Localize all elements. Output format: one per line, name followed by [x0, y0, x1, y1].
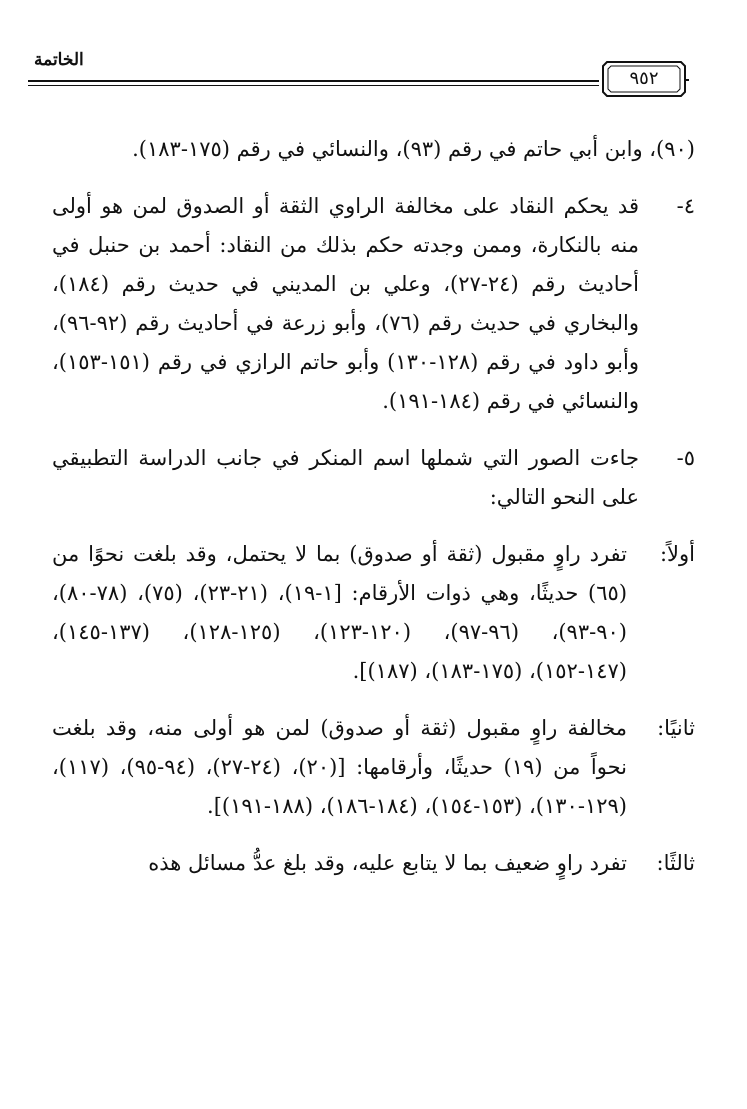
running-title: الخاتمة	[34, 50, 84, 70]
item-marker: ثانيًا:	[657, 716, 695, 740]
paragraph-item-4	[52, 187, 695, 421]
page-header	[28, 40, 719, 100]
item-marker: ٥-	[676, 446, 695, 470]
paragraph-text: مخالفة راوٍ مقبول (ثقة أو صدوق) لمن هو أولى منه، وقد بلغت نحواً من (١٩) حديثًا، وأرقامها: [(٢٠)، (٢٤-٢٧)، (٩٤-٩٥)، (١١٧)، (١٢٩-١٣٠)، (١٥٣-١٥٤)، (١٨٤-١٨٦)، (١٨٨-١٩١)].	[52, 716, 627, 818]
paragraph-text: (٩٠)، وابن أبي حاتم في رقم (٩٣)، والنسائي في رقم (١٧٥-١٨٣).	[132, 137, 695, 161]
item-marker: أولاً:	[659, 542, 695, 566]
page-number: ٩٥٢	[629, 68, 659, 89]
header-rule-thin	[28, 85, 599, 86]
item-marker: ٤-	[676, 194, 695, 218]
paragraph-second	[52, 709, 695, 826]
page-body	[52, 130, 695, 901]
paragraph-text: قد يحكم النقاد على مخالفة الراوي الثقة أو الصدوق لمن هو أولى منه بالنكارة، وممن وجدته حكم بذلك من النقاد: أحمد بن حنبل في أحاديث رقم (٢٤-٢٧)، وعلي بن المديني في حديث رقم (١٨٤)، والبخاري في حديث رقم (٧٦)، وأبو زرعة في أحاديث رقم (٩٢-٩٦)، وأبو داود في رقم (١٢٨-١٣٠) وأبو حاتم الرازي في رقم (١٥١-١٥٣)، والنسائي في رقم (١٨٤-١٩١).	[52, 194, 640, 413]
paragraph-third	[52, 844, 695, 883]
paragraph-continued	[52, 130, 695, 169]
paragraph-text: تفرد راوٍ ضعيف بما لا يتابع عليه، وقد بلغ عدُّ مسائل هذه	[148, 851, 627, 875]
page-number-frame	[599, 58, 689, 100]
paragraph-text: تفرد راوٍ مقبول (ثقة أو صدوق) بما لا يحتمل، وقد بلغت نحوًا من (٦٥) حديثًا، وهي ذوات الأرقام: [١-١٩)، (٢١-٢٣)، (٧٥)، (٧٨-٨٠)، (٩٠-٩٣)، (٩٦-٩٧)، (١٢٠-١٢٣)، (١٢٥-١٢٨)، (١٣٧-١٤٥)، (١٤٧-١٥٢)، (١٧٥-١٨٣)، (١٨٧)].	[52, 542, 628, 683]
item-marker: ثالثًا:	[656, 851, 695, 875]
paragraph-item-5	[52, 439, 695, 517]
paragraph-text: جاءت الصور التي شملها اسم المنكر في جانب الدراسة التطبيقي على النحو التالي:	[52, 446, 639, 509]
paragraph-first	[52, 535, 695, 691]
header-rule	[28, 80, 599, 82]
